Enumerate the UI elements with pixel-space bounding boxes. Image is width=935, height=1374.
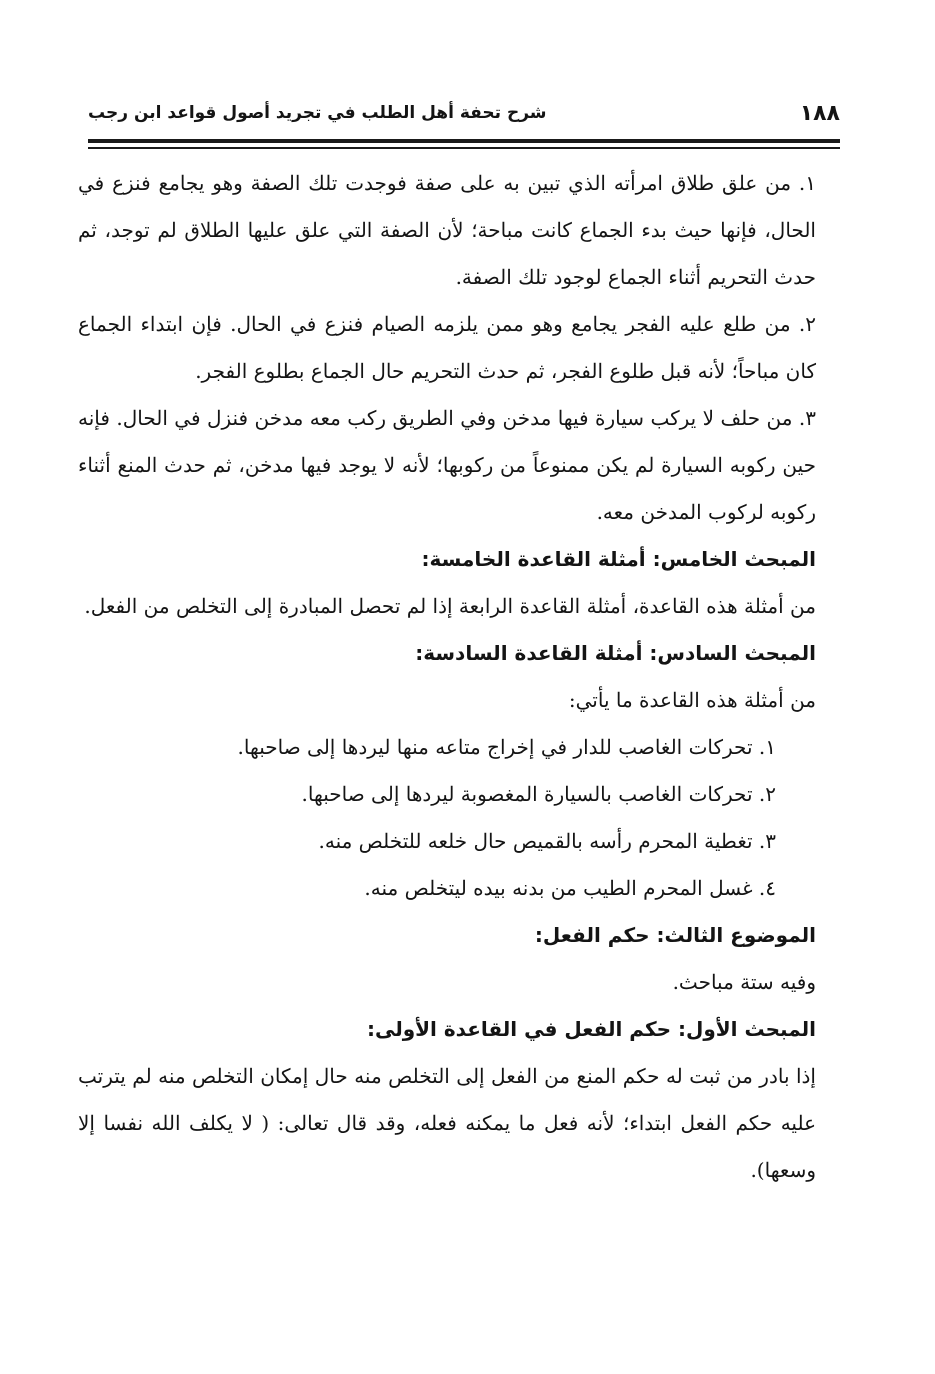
page-number: ١٨٨ [799, 100, 840, 126]
list-item: ٤. غسل المحرم الطيب من بدنه بيده ليتخلص منه. [364, 876, 776, 900]
section-heading-fifth: المبحث الخامس: أمثلة القاعدة الخامسة: [421, 547, 816, 571]
paragraph-first-ruling: إذا بادر من ثبت له حكم المنع من الفعل إلى التخلص منه حال إمكان التخلص منه لم يترتب عليه حكم الفعل ابتداء؛ لأنه فعل ما يمكنه فعله، وقد قال تعالى: ( لا يكلف الله نفسا إلا وسعها). [78, 1064, 816, 1182]
list-item: ٢. تحركات الغاصب بالسيارة المغصوبة ليردها إلى صاحبها. [301, 782, 776, 806]
paragraph-example-2: ٢. من طلع عليه الفجر يجامع وهو ممن يلزمه الصيام فنزع في الحال. فإن ابتداء الجماع كان مباحاً؛ لأنه قبل طلوع الفجر، ثم حدث التحريم حال الجماع بطلوع الفجر. [78, 312, 816, 383]
main-text [78, 160, 816, 1194]
paragraph-sixth-intro: من أمثلة هذه القاعدة ما يأتي: [568, 688, 816, 712]
header-rule-thin [88, 147, 840, 149]
list-item: ٣. تغطية المحرم رأسه بالقميص حال خلعه للتخلص منه. [318, 829, 776, 853]
running-title: شرح تحفة أهل الطلب في تجريد أصول قواعد ابن رجب [88, 103, 547, 123]
running-header [88, 96, 840, 130]
header-rule-thick [88, 139, 840, 143]
section-heading-first: المبحث الأول: حكم الفعل في القاعدة الأولى: [366, 1017, 816, 1041]
paragraph-topic-third: وفيه ستة مباحث. [672, 970, 816, 994]
paragraph-example-3: ٣. من حلف لا يركب سيارة فيها مدخن وفي الطريق ركب معه مدخن فنزل في الحال. فإنه حين ركوبه السيارة لم يكن ممنوعاً من ركوبها؛ لأنه لا يوجد فيها مدخن، ثم حدث المنع أثناء ركوبه لركوب المدخن معه. [78, 406, 816, 524]
list-item: ١. تحركات الغاصب للدار في إخراج متاعه منها ليردها إلى صاحبها. [237, 735, 776, 759]
paragraph-example-1: ١. من علق طلاق امرأته الذي تبين به على صفة فوجدت تلك الصفة وهو يجامع فنزع في الحال، فإنها حيث بدء الجماع كانت مباحة؛ لأن الصفة التي علق عليها الطلاق لم توجد، ثم حدث التحريم أثناء الجماع لوجود تلك الصفة. [78, 171, 816, 289]
section-heading-sixth: المبحث السادس: أمثلة القاعدة السادسة: [415, 641, 816, 665]
paragraph-fifth: من أمثلة هذه القاعدة، أمثلة القاعدة الرابعة إذا لم تحصل المبادرة إلى التخلص من الفعل. [84, 594, 816, 618]
topic-heading-third: الموضوع الثالث: حكم الفعل: [534, 923, 816, 947]
